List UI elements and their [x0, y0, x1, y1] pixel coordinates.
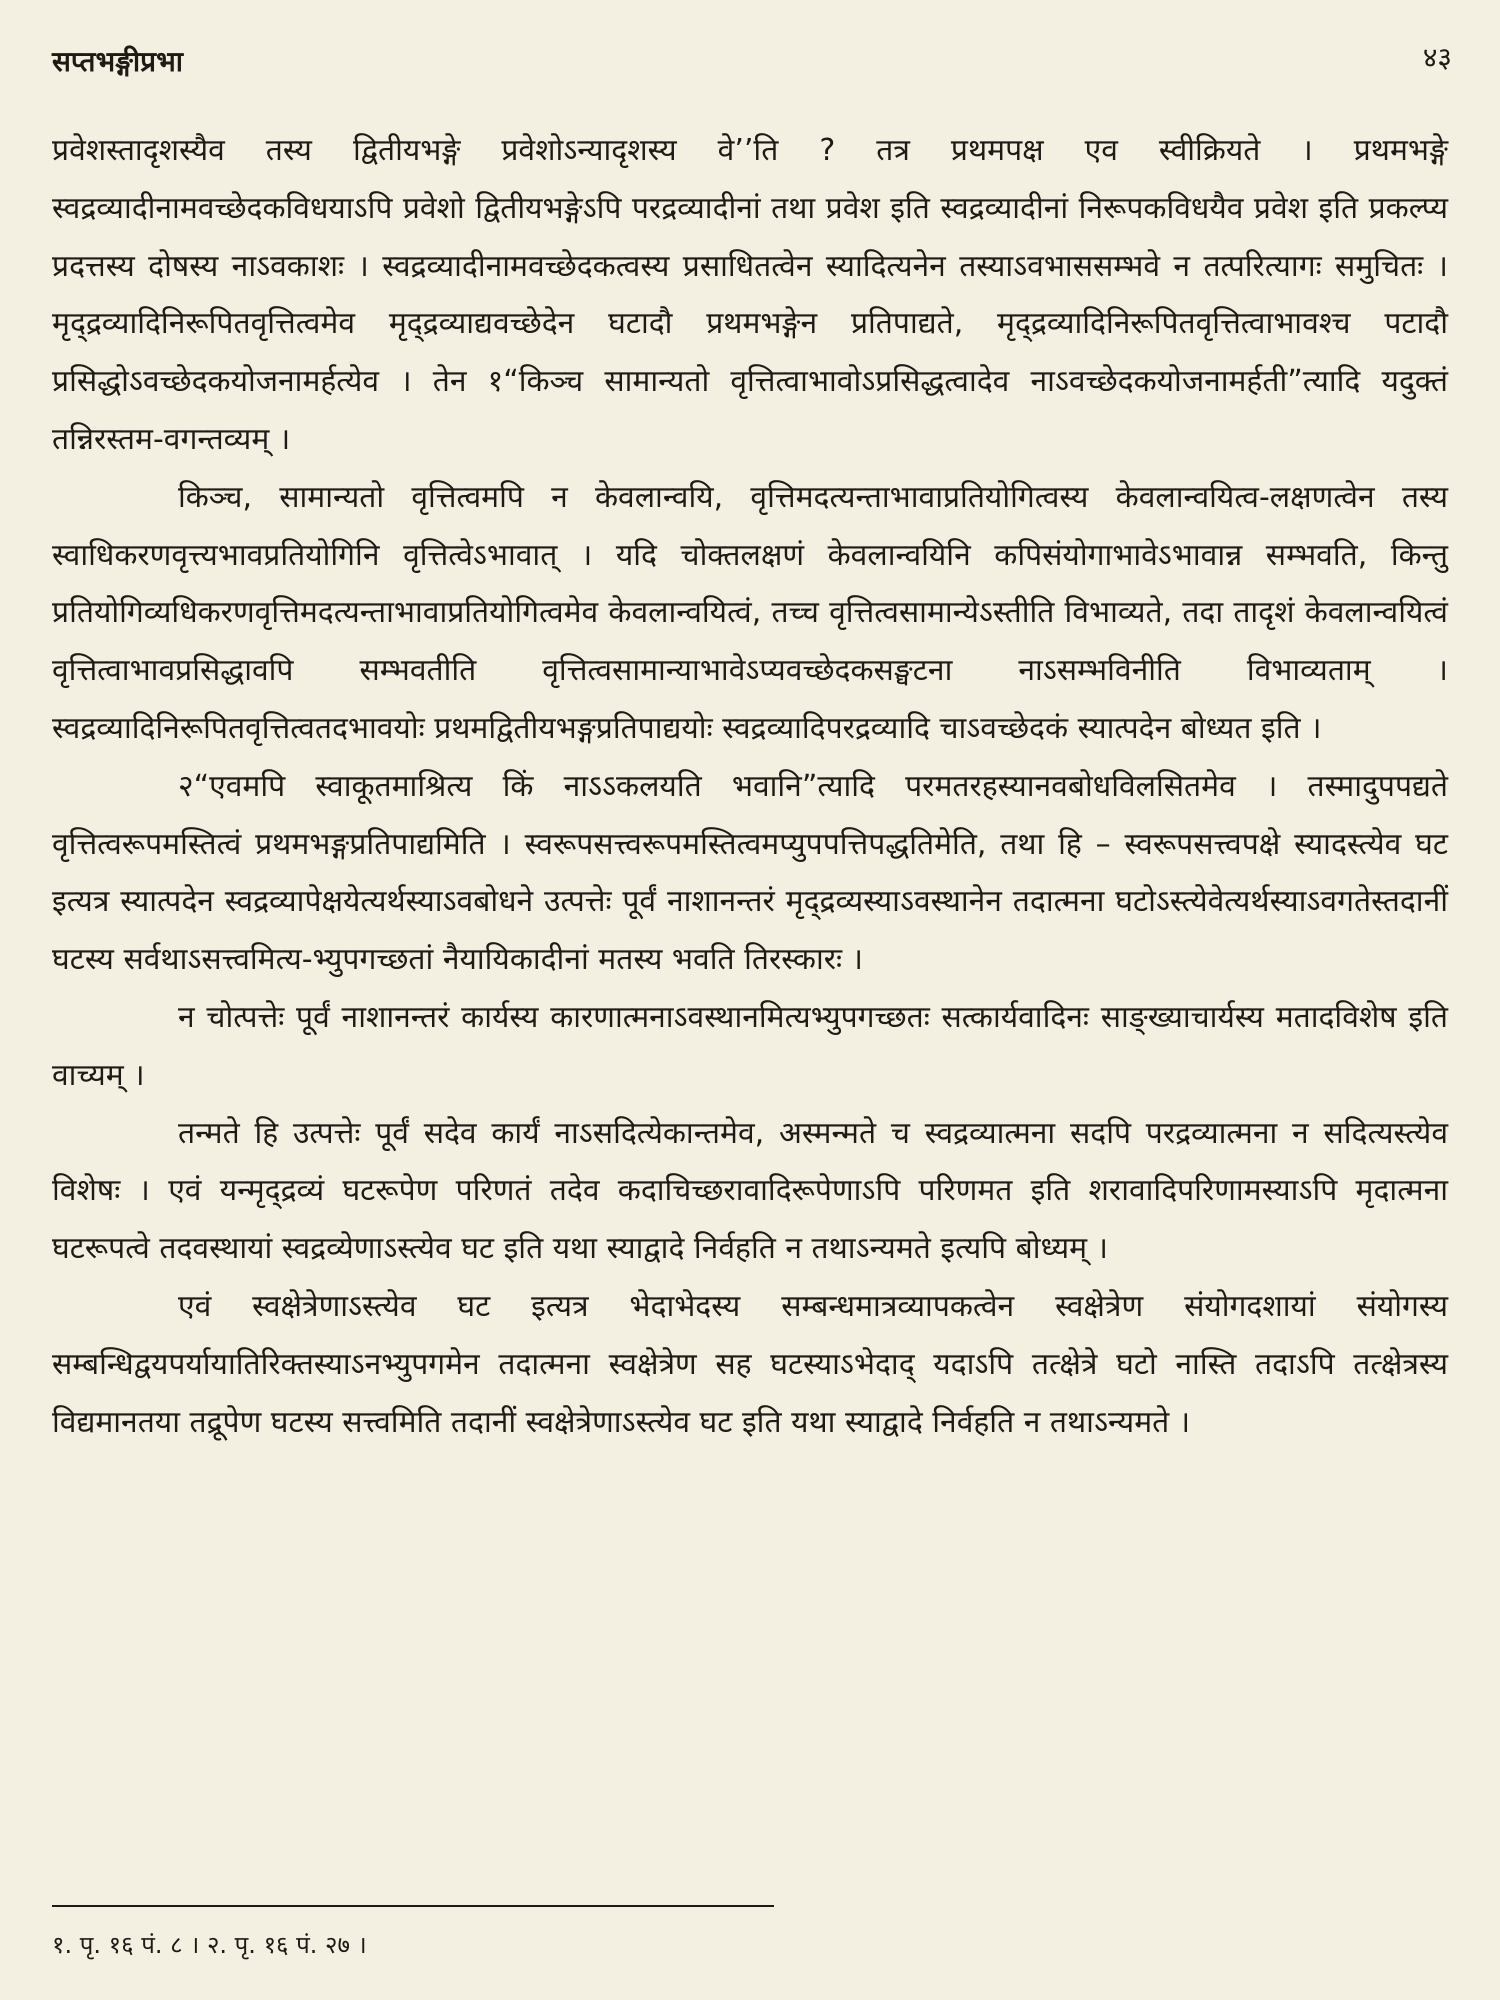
paragraph-2: किञ्च, सामान्यतो वृत्तित्वमपि न केवलान्वयि, वृत्तिमदत्यन्ताभावाप्रतियोगित्वस्य केवलान्वयित्व-लक्षणत्वेन तस्य स्वाधिकरणवृत्त्यभावप्रतियोगिनि वृत्तित्वेऽभावात् । यदि चोक्तलक्षणं केवलान्वयिनि कपिसंयोगाभावेऽभावान्न सम्भवति, किन्तु प्रतियोगिव्यधिकरणवृत्तिमदत्यन्ताभावाप्रतियोगित्वमेव केवलान्वयित्वं, तच्च वृत्तित्वसामान्येऽस्तीति विभाव्यते, तदा तादृशं केवलान्वयित्वं वृत्तित्वाभावप्रसिद्धावपि सम्भवतीति वृत्तित्वसामान्याभावेऽप्यवच्छेदकसङ्घटना नाऽसम्भविनीति विभाव्यताम् । स्वद्रव्यादिनिरूपितवृत्तित्वतदभावयोः प्रथमद्वितीयभङ्गप्रतिपाद्ययोः स्वद्रव्यादिपरद्रव्यादि चाऽवच्छेदकं स्यात्पदेन बोध्यत इति ।: [52, 479, 1448, 746]
body-text: [52, 122, 1448, 1451]
page-number: ४३: [1422, 41, 1452, 74]
footnotes: १. पृ. १६ पं. ८ । २. पृ. १६ पं. २७ ।: [52, 1931, 367, 1959]
paragraph-5: तन्मते हि उत्पत्तेः पूर्वं सदेव कार्यं नाऽसदित्येकान्तमेव, अस्मन्मते च स्वद्रव्यात्मना सदपि परद्रव्यात्मना न सदित्यस्त्येव विशेषः । एवं यन्मृद्द्रव्यं घटरूपेण परिणतं तदेव कदाचिच्छरावादिरूपेणाऽपि परिणमत इति शरावादिपरिणामस्याऽपि मृदात्मना घटरूपत्वे तदवस्थायां स्वद्रव्येणाऽस्त्येव घट इति यथा स्याद्वादे निर्वहति न तथाऽन्यमते इत्यपि बोध्यम् ।: [52, 1115, 1448, 1267]
paragraph-1: प्रवेशस्तादृशस्यैव तस्य द्वितीयभङ्गे प्रवेशोऽन्यादृशस्य वे’’ति ? तत्र प्रथमपक्ष एव स्वीक्रियते । प्रथमभङ्गे स्वद्रव्यादीनामवच्छेदकविधयाऽपि प्रवेशो द्वितीयभङ्गेऽपि परद्रव्यादीनां तथा प्रवेश इति स्वद्रव्यादीनां निरूपकविधयैव प्रवेश इति प्रकल्प्य प्रदत्तस्य दोषस्य नाऽवकाशः । स्वद्रव्यादीनामवच्छेदकत्वस्य प्रसाधितत्वेन स्यादित्यनेन तस्याऽवभाससम्भवे न तत्परित्यागः समुचितः । मृद्द्रव्यादिनिरूपितवृत्तित्वमेव मृद्द्रव्याद्यवच्छेदेन घटादौ प्रथमभङ्गेन प्रतिपाद्यते, मृद्द्रव्यादिनिरूपितवृत्तित्वाभावश्च पटादौ प्रसिद्धोऽवच्छेदकयोजनामर्हत्येव । तेन १“किञ्च सामान्यतो वृत्तित्वाभावोऽप्रसिद्धत्वादेव नाऽवच्छेदकयोजनामर्हती”त्यादि यदुक्तं तन्निरस्तम-वगन्तव्यम् ।: [52, 133, 1448, 457]
footnote-divider: [52, 1905, 774, 1907]
paragraph-3: २“एवमपि स्वाकूतमाश्रित्य किं नाऽऽकलयति भवानि”त्यादि परमतरहस्यानवबोधविलसितमेव । तस्मादुपपद्यते वृत्तित्वरूपमस्तित्वं प्रथमभङ्गप्रतिपाद्यमिति । स्वरूपसत्त्वरूपमस्तित्वमप्युपपत्तिपद्धतिमेति, तथा हि – स्वरूपसत्त्वपक्षे स्यादस्त्येव घट इत्यत्र स्यात्पदेन स्वद्रव्यापेक्षयेत्यर्थस्याऽवबोधने उत्पत्तेः पूर्वं नाशानन्तरं मृद्द्रव्यस्याऽवस्थानेन तदात्मना घटोऽस्त्येवेत्यर्थस्याऽवगतेस्तदानीं घटस्य सर्वथाऽसत्त्वमित्य-भ्युपगच्छतां नैयायिकादीनां मतस्य भवति तिरस्कारः ।: [52, 768, 1448, 978]
running-title: सप्तभङ्गीप्रभा: [52, 45, 184, 78]
paragraph-4: न चोत्पत्तेः पूर्वं नाशानन्तरं कार्यस्य कारणात्मनाऽवस्थानमित्यभ्युपगच्छतः सत्कार्यवादिनः साङ्ख्याचार्यस्य मतादविशेष इति वाच्यम् ।: [52, 999, 1448, 1093]
paragraph-6: एवं स्वक्षेत्रेणाऽस्त्येव घट इत्यत्र भेदाभेदस्य सम्बन्धमात्रव्यापकत्वेन स्वक्षेत्रेण संयोगदशायां संयोगस्य सम्बन्धिद्वयपर्यायातिरिक्तस्याऽनभ्युपगमेन तदात्मना स्वक्षेत्रेण सह घटस्याऽभेदाद् यदाऽपि तत्क्षेत्रे घटो नास्ति तदाऽपि तत्क्षेत्रस्य विद्यमानतया तद्रूपेण घटस्य सत्त्वमिति तदानीं स्वक्षेत्रेणाऽस्त्येव घट इति यथा स्याद्वादे निर्वहति न तथाऽन्यमते ।: [52, 1288, 1448, 1440]
